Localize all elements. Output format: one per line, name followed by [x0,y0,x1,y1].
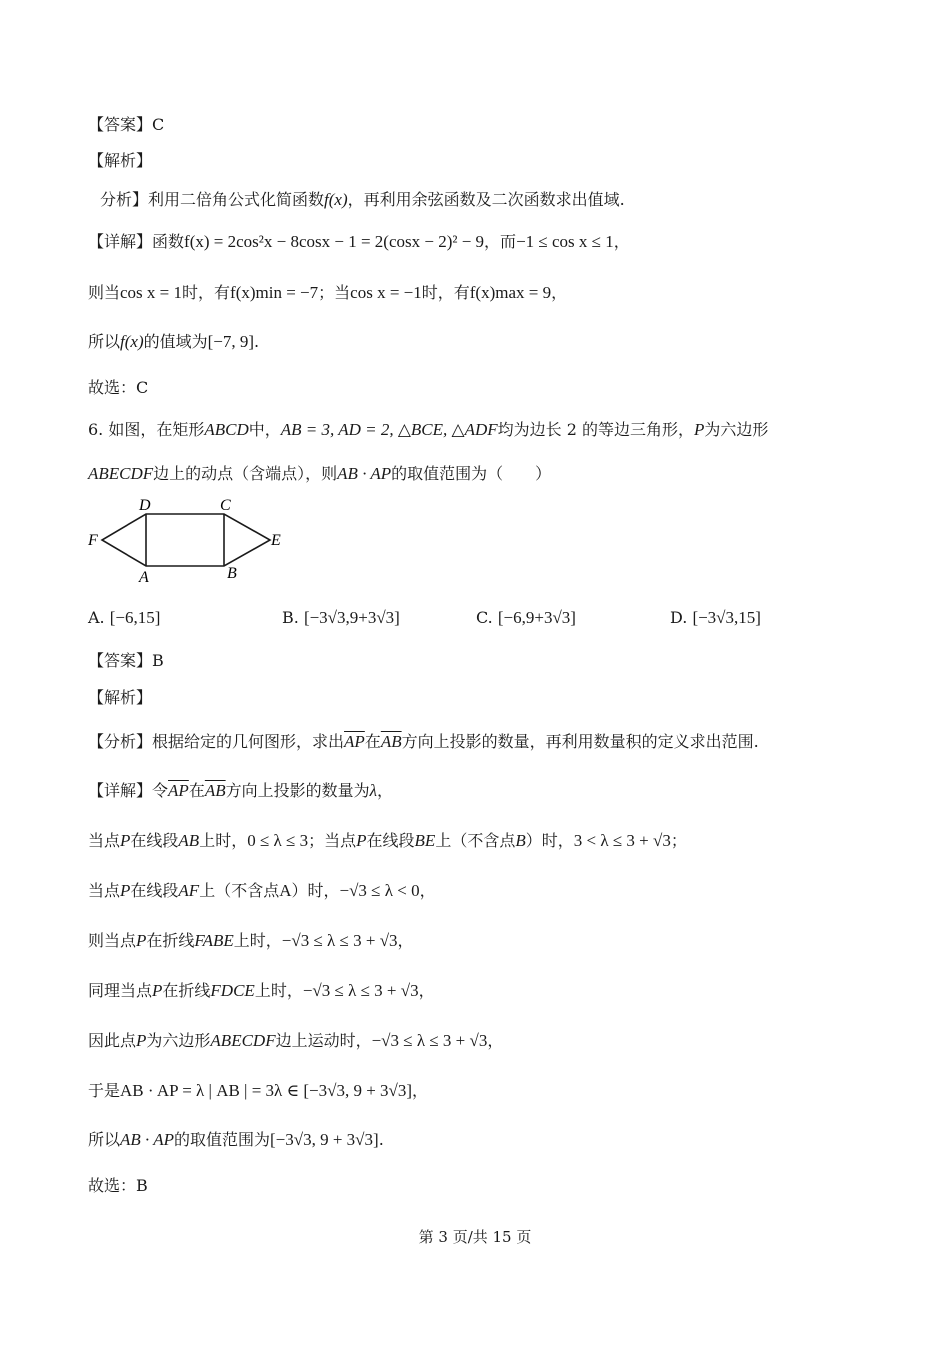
q6-line1: 当点P在线段AB上时，0 ≤ λ ≤ 3；当点P在线段BE上（不含点B）时，3 < λ ≤ 3 + √3； [88,831,687,850]
q6-stem-line2: ABECDF边上的动点（含端点），则AB · AP的取值范围为（ ） [88,464,552,483]
q6-line4: 同理当点P在折线FDCE上时，−√3 ≤ λ ≤ 3 + √3， [88,981,435,1000]
label-A: A [139,569,149,586]
option-c: C. [−6,9+3√3] [476,608,576,627]
option-b: B. [−3√3,9+3√3] [282,608,400,627]
q6-line3: 则当点P在折线FABE上时，−√3 ≤ λ ≤ 3 + √3， [88,931,414,950]
label-E: E [271,532,281,549]
q5-analysis-tag: 【解析】 [88,151,153,170]
hexagon-figure [84,494,294,586]
q5-line3: 则当cos x = 1时，有f(x)min = −7；当cos x = −1时，有f(x)max = 9， [88,283,568,302]
q5-choose: 故选：C [88,378,149,397]
option-a: A. [−6,15] [88,608,161,627]
q6-fenxi-line: 【分析】根据给定的几何图形，求出$\overline{AP}$在$\overline{AB}$方向上投影的数量，再利用数量积的定义求出范围. [88,732,759,751]
label-B: B [227,565,237,582]
q5-line4: 所以f(x)的值域为[−7, 9]. [88,332,260,351]
label-C: C [220,497,231,514]
q5-fenxi-line: 分析】利用二倍角公式化简函数f(x)，再利用余弦函数及二次函数求出值域. [100,190,625,209]
label-F: F [88,532,98,549]
label-D: D [139,497,151,514]
q5-detail-line: 【详解】函数f(x) = 2cos²x − 8cosx − 1 = 2(cosx − 2)² − 9，而−1 ≤ cos x ≤ 1， [88,232,630,251]
q6-line5: 因此点P为六边形ABECDF边上运动时，−√3 ≤ λ ≤ 3 + √3， [88,1031,504,1050]
q6-analysis-tag: 【解析】 [88,688,153,707]
hexagon-outline [102,514,270,566]
answer-value: C [152,115,165,134]
q5-answer-line [88,113,164,137]
q6-line6: 于是AB · AP = λ | AB | = 3λ ∈ [−3√3, 9 + 3√3]， [88,1081,429,1100]
q6-choose: 故选：B [88,1176,148,1195]
page-footer: 第 3 页/共 15 页 [418,1228,532,1246]
q6-line2: 当点P在线段AF上（不含点A）时，−√3 ≤ λ < 0， [88,881,436,900]
q6-line7: 所以AB · AP的取值范围为[−3√3, 9 + 3√3]. [88,1130,384,1149]
option-d: D. [−3√3,15] [670,608,761,627]
q6-stem-line1: 6. 如图，在矩形ABCD中，AB = 3, AD = 2, △BCE, △ADF均为边长 2 的等边三角形，P为六边形 [88,420,769,439]
q6-answer-line: 【答案】B [88,651,164,670]
answer-tag: 【答案】 [88,115,153,134]
detail-formula: f(x) = 2cos²x − 8cosx − 1 = 2(cosx − 2)² − 9 [184,232,485,251]
q6-detail-line: 【详解】令$\overline{AP}$在$\overline{AB}$方向上投影的数量为λ， [88,781,394,800]
